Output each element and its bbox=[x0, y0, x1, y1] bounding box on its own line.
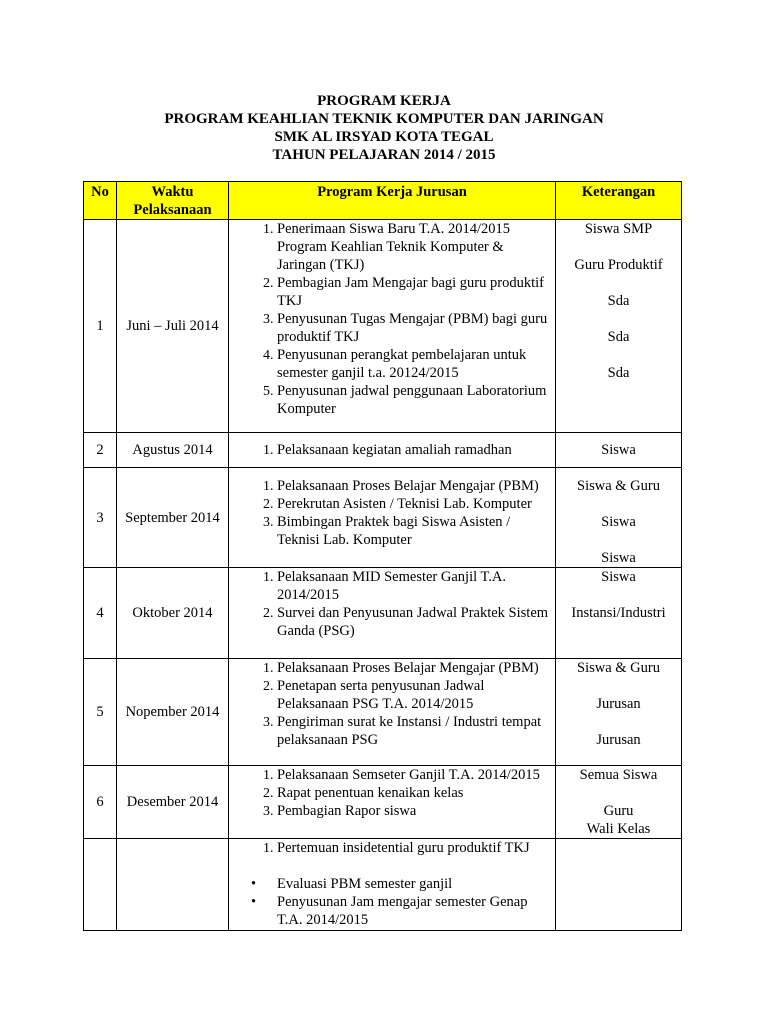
row-waktu: Nopember 2014 bbox=[117, 659, 229, 766]
list-item: 2. Pembagian Jam Mengajar bagi guru produktif TKJ bbox=[277, 274, 551, 310]
list-item: 1. Pelaksanaan kegiatan amaliah ramadhan bbox=[277, 441, 551, 459]
program-list bbox=[229, 220, 551, 418]
title-line-4: TAHUN PELAJARAN 2014 / 2015 bbox=[272, 147, 496, 163]
list-item: 3. Pengiriman surat ke Instansi / Industri tempat pelaksanaan PSG bbox=[277, 713, 551, 749]
row-waktu bbox=[117, 839, 229, 931]
row-keterangan bbox=[556, 568, 682, 659]
row-keterangan bbox=[556, 468, 682, 568]
row-no: 5 bbox=[84, 659, 117, 766]
row-waktu: Agustus 2014 bbox=[117, 433, 229, 468]
list-item: 2. Perekrutan Asisten / Teknisi Lab. Komputer bbox=[277, 495, 551, 513]
row-waktu: Juni – Juli 2014 bbox=[117, 220, 229, 433]
list-item: 2. Survei dan Penyusunan Jadwal Praktek Sistem Ganda (PSG) bbox=[277, 604, 551, 640]
list-item: 1. Pelaksanaan Semseter Ganjil T.A. 2014/2015 bbox=[277, 766, 551, 784]
keterangan-text: Guru Produktif bbox=[574, 257, 663, 273]
list-item: • Penyusunan Jam mengajar semester Genap T.A. 2014/2015 bbox=[277, 893, 551, 929]
header-keterangan: Keterangan bbox=[556, 182, 682, 220]
title-line-2: PROGRAM KEAHLIAN TEKNIK KOMPUTER DAN JARINGAN bbox=[164, 111, 604, 127]
program-list bbox=[229, 568, 551, 640]
table-row bbox=[84, 839, 682, 931]
keterangan-text: Jurusan bbox=[596, 696, 641, 712]
table-row bbox=[84, 766, 682, 839]
list-item: 1. Penerimaan Siswa Baru T.A. 2014/2015 Program Keahlian Teknik Komputer & Jaringan (TKJ) bbox=[277, 220, 551, 274]
keterangan-text: Sda bbox=[607, 365, 630, 381]
keterangan-text: Sda bbox=[607, 293, 630, 309]
list-item: • Evaluasi PBM semester ganjil bbox=[277, 875, 551, 893]
keterangan-text: Semua Siswa bbox=[579, 767, 658, 783]
list-item: 3. Bimbingan Praktek bagi Siswa Asisten / Teknisi Lab. Komputer bbox=[277, 513, 551, 549]
list-item: 2. Penetapan serta penyusunan Jadwal Pelaksanaan PSG T.A. 2014/2015 bbox=[277, 677, 551, 713]
list-item: 1. Pelaksanaan Proses Belajar Mengajar (PBM) bbox=[277, 659, 551, 677]
row-no: 3 bbox=[84, 468, 117, 568]
table-header-row bbox=[84, 182, 682, 220]
list-item: 2. Rapat penentuan kenaikan kelas bbox=[277, 784, 551, 802]
program-table bbox=[83, 181, 682, 931]
list-item: 5. Penyusunan jadwal penggunaan Laboratorium Komputer bbox=[277, 382, 551, 418]
row-waktu: Oktober 2014 bbox=[117, 568, 229, 659]
row-keterangan bbox=[556, 659, 682, 766]
title-line-3: SMK AL IRSYAD KOTA TEGAL bbox=[274, 129, 494, 145]
header-waktu: Waktu Pelaksanaan bbox=[117, 182, 229, 220]
keterangan-text: Guru bbox=[603, 803, 634, 819]
program-list bbox=[229, 659, 551, 749]
keterangan-text: Siswa SMP bbox=[584, 221, 653, 237]
keterangan-text: Sda bbox=[607, 329, 630, 345]
table-row bbox=[84, 568, 682, 659]
table-row bbox=[84, 659, 682, 766]
row-program bbox=[229, 433, 556, 468]
table-row bbox=[84, 433, 682, 468]
keterangan-text: Siswa & Guru bbox=[577, 660, 660, 676]
program-list bbox=[229, 766, 551, 820]
row-waktu: Desember 2014 bbox=[117, 766, 229, 839]
list-item: 1. Pelaksanaan MID Semester Ganjil T.A. 2014/2015 bbox=[277, 568, 551, 604]
row-keterangan bbox=[556, 766, 682, 839]
keterangan-text: Siswa bbox=[601, 550, 636, 566]
keterangan-text: Siswa bbox=[601, 514, 636, 530]
header-no: No bbox=[84, 182, 117, 220]
row-no: 6 bbox=[84, 766, 117, 839]
row-program bbox=[229, 220, 556, 433]
row-keterangan bbox=[556, 839, 682, 931]
row-no: 1 bbox=[84, 220, 117, 433]
title-line-1: PROGRAM KERJA bbox=[317, 93, 451, 109]
table-row bbox=[84, 220, 682, 433]
list-item: 1. Pertemuan insidetential guru produktif TKJ bbox=[277, 839, 551, 857]
keterangan-text: Siswa bbox=[601, 569, 636, 585]
document-title bbox=[0, 92, 768, 164]
row-program bbox=[229, 659, 556, 766]
row-no: 2 bbox=[84, 433, 117, 468]
list-item: 1. Pelaksanaan Proses Belajar Mengajar (PBM) bbox=[277, 477, 551, 495]
bullet-list bbox=[229, 875, 551, 929]
keterangan-text: Instansi/Industri bbox=[571, 605, 666, 621]
row-no: 4 bbox=[84, 568, 117, 659]
row-keterangan bbox=[556, 220, 682, 433]
program-list bbox=[229, 839, 551, 857]
row-program bbox=[229, 766, 556, 839]
program-list bbox=[229, 477, 551, 549]
list-item: 4. Penyusunan perangkat pembelajaran untuk semester ganjil t.a. 20124/2015 bbox=[277, 346, 551, 382]
row-keterangan bbox=[556, 433, 682, 468]
keterangan-text: Siswa & Guru bbox=[577, 478, 660, 494]
program-list bbox=[229, 441, 551, 459]
keterangan-text: Jurusan bbox=[596, 732, 641, 748]
list-item: 3. Penyusunan Tugas Mengajar (PBM) bagi guru produktif TKJ bbox=[277, 310, 551, 346]
header-program: Program Kerja Jurusan bbox=[229, 182, 556, 220]
list-item: 3. Pembagian Rapor siswa bbox=[277, 802, 551, 820]
row-no bbox=[84, 839, 117, 931]
row-waktu: September 2014 bbox=[117, 468, 229, 568]
keterangan-text: Wali Kelas bbox=[586, 821, 651, 837]
keterangan-text: Siswa bbox=[601, 442, 636, 458]
row-program bbox=[229, 568, 556, 659]
row-program bbox=[229, 468, 556, 568]
row-program bbox=[229, 839, 556, 931]
table-row bbox=[84, 468, 682, 568]
